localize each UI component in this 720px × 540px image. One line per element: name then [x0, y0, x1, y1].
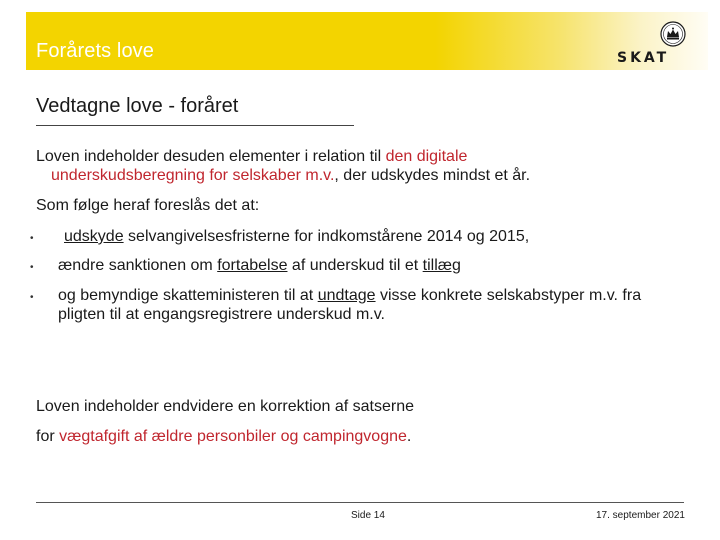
paragraph-lead: Som følge heraf foreslås det at: [36, 197, 260, 214]
paragraph-correction-cont: for vægtafgift af ældre personbiler og campingvogne. [36, 428, 412, 445]
slide-subtitle: Vedtagne love - foråret [36, 95, 239, 117]
highlight-text: underskudsberegning for selskaber m.v. [51, 167, 335, 184]
list-item: udskyde selvangivelsesfristerne for indkomstårene 2014 og 2015, [64, 228, 530, 245]
list-item: og bemyndige skatteministeren til at undtage visse konkrete selskabstyper m.v. fra pligten til at engangsregistrere underskud m.v. [58, 287, 642, 323]
slide-header-title: Forårets love [36, 40, 155, 62]
bullet-marker: • [30, 233, 34, 244]
paragraph-intro: Loven indeholder desuden elementer i relation til den digitale underskudsberegning for selskaber m.v., der udskydes mindst et år. [36, 148, 531, 184]
highlight-text: vægtafgift af ældre personbiler og campingvogne [59, 428, 407, 445]
list-item: ændre sanktionen om fortabelse af underskud til et tillæg [58, 257, 461, 274]
highlight-text: den digitale [385, 148, 468, 165]
skat-logo-text: SKAT [617, 50, 670, 66]
bullet-marker: • [30, 262, 34, 273]
page-number: Side 14 [351, 510, 385, 521]
bullet-marker: • [30, 292, 34, 303]
subtitle-divider [36, 125, 354, 126]
crown-icon [660, 21, 686, 47]
paragraph-correction: Loven indeholder endvidere en korrektion af satserne [36, 398, 415, 415]
footer-divider [36, 502, 684, 503]
footer-date: 17. september 2021 [596, 510, 685, 521]
